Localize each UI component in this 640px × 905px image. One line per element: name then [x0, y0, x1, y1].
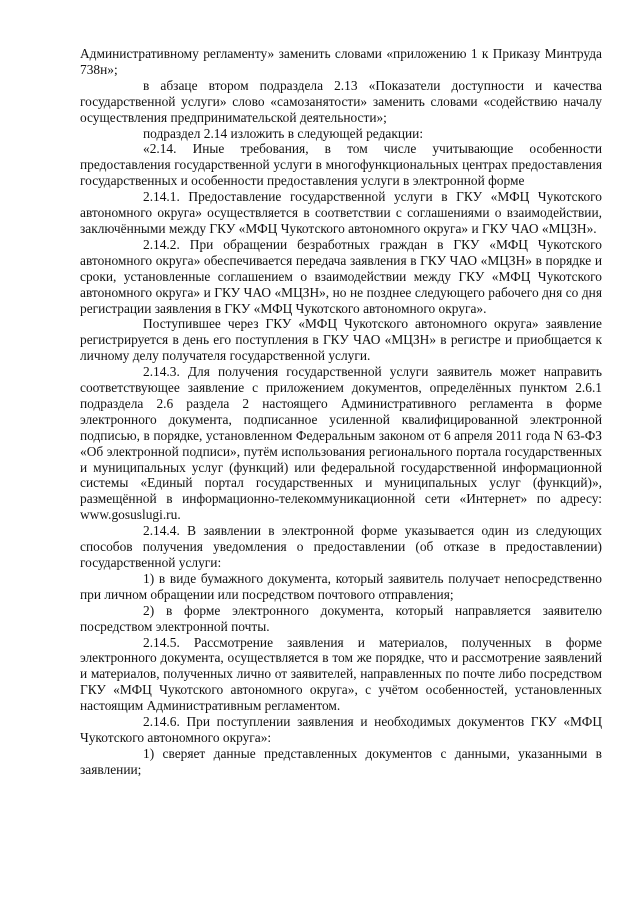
paragraph-2-14-2: 2.14.2. При обращении безработных граждан в ГКУ «МФЦ Чукотского автономного округа» обеспечивается передача заявления в ГКУ ЧАО «МЦЗН» в порядке и сроки, установленные соглашением о взаимодействии между ГКУ «МФЦ Чукотского автономного округа» и ГКУ ЧАО «МЦЗН», но не позднее следующего рабочего дня со дня регистрации заявления в ГКУ «МФЦ Чукотского автономного округа». — [80, 236, 602, 316]
paragraph-heading-2-14: «2.14. Иные требования, в том числе учитывающие особенности предоставления государственной услуги в многофункциональных центрах предоставления государственных и особенности предоставления услуги в электронной форме — [80, 141, 602, 189]
paragraph-registration: Поступившее через ГКУ «МФЦ Чукотского автономного округа» заявление регистрируется в день его поступления в ГКУ ЧАО «МЦЗН» в регистре и приобщается к личному делу получателя государственной услуги. — [80, 316, 602, 364]
list-item-electronic: 2) в форме электронного документа, который направляется заявителю посредством электронной почты. — [80, 602, 602, 634]
paragraph-2-14-1: 2.14.1. Предоставление государственной услуги в ГКУ «МФЦ Чукотского автономного округа» осуществляется в соответствии с соглашениями о взаимодействии, заключёнными между ГКУ «МФЦ Чукотского автономного округа» и ГКУ ЧАО «МЦЗН». — [80, 189, 602, 236]
document-page — [80, 46, 602, 778]
paragraph-continuation: Административному регламенту» заменить словами «приложению 1 к Приказу Минтруда 738н»; — [80, 46, 602, 77]
paragraph-2-14-4: 2.14.4. В заявлении в электронной форме указывается один из следующих способов получения уведомления о предоставлении (об отказе в предоставлении) государственной услуги: — [80, 523, 602, 570]
paragraph-intro-2-14: подраздел 2.14 изложить в следующей редакции: — [143, 125, 424, 141]
paragraph-2-14-5: 2.14.5. Рассмотрение заявления и материалов, полученных в форме электронного документа, осуществляется в том же порядке, что и рассмотрение заявлений и материалов, полученных лично от заявителей, направленных по почте либо посредством ГКУ «МФЦ Чукотского автономного округа», с учётом особенностей, установленных настоящим Административным регламентом. — [80, 634, 602, 714]
paragraph-2-14-3: 2.14.3. Для получения государственной услуги заявитель может направить соответствующее заявление с приложением документов, определённых пунктом 2.6.1 подраздела 2.6 раздела 2 настоящего Административного регламента в форме электронного документа, подписанное усиленной квалифицированной электронной подписью, в порядке, установленном Федеральным законом от 6 апреля 2011 года N 63-ФЗ «Об электронной подписи», путём использования регионального портала государственных и муниципальных услуг (функций) или федеральной государственной информационной системы «Единый портал государственных и муниципальных услуг (функций)», размещённой в информационно-телекоммуникационной сети «Интернет» по адресу: www.gosuslugi.ru. — [80, 364, 602, 523]
paragraph-2-14-6: 2.14.6. При поступлении заявления и необходимых документов ГКУ «МФЦ Чукотского автономного округа»: — [80, 714, 602, 745]
paragraph-amendment-2-13: в абзаце втором подраздела 2.13 «Показатели доступности и качества государственной услуги» слово «самозанятости» заменить словами «содействию началу осуществления предпринимательской деятельности»; — [80, 77, 602, 125]
list-item-paper: 1) в виде бумажного документа, который заявитель получает непосредственно при личном обращении или посредством почтового отправления; — [80, 570, 602, 602]
list-item-verify: 1) сверяет данные представленных документов с данными, указанными в заявлении; — [80, 745, 602, 777]
